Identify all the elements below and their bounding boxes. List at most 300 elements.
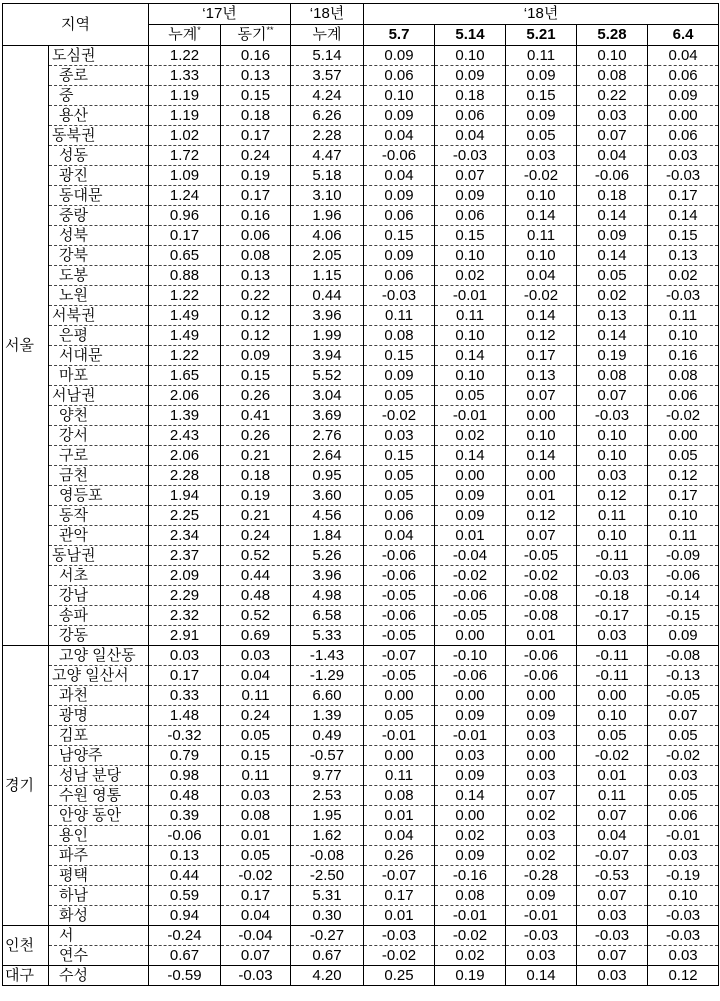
value-cell: 2.25 [149,506,221,526]
value-cell: -0.05 [364,586,435,606]
value-cell: 0.94 [149,906,221,926]
value-cell: 6.26 [291,106,364,126]
region-name: 서대문 [49,346,149,366]
value-cell: 0.03 [149,646,221,666]
value-cell: 0.09 [364,246,435,266]
value-cell: 0.04 [577,826,648,846]
value-cell: 0.09 [506,66,577,86]
value-cell: -1.29 [291,666,364,686]
value-cell: 0.14 [506,966,577,986]
region-name: 동대문 [49,186,149,206]
value-cell: 2.32 [149,606,221,626]
table-row [3,526,719,546]
value-cell: 0.02 [435,946,506,966]
value-cell: 0.15 [221,366,291,386]
value-cell: -0.32 [149,726,221,746]
value-cell: -0.08 [506,606,577,626]
value-cell: 0.07 [577,386,648,406]
value-cell: 0.07 [435,166,506,186]
value-cell: 1.22 [149,46,221,66]
table-row [3,826,719,846]
table-row [3,466,719,486]
value-cell: 0.04 [364,166,435,186]
value-cell: -0.06 [364,546,435,566]
value-cell: 0.13 [221,266,291,286]
value-cell: 0.10 [648,506,719,526]
value-cell: 0.00 [506,746,577,766]
region-name: 동남권 [49,546,149,566]
value-cell: -0.09 [648,546,719,566]
value-cell: 0.07 [506,786,577,806]
value-cell: 0.09 [364,186,435,206]
table-row [3,346,719,366]
table-row [3,206,719,226]
table-row [3,626,719,646]
value-cell: 1.22 [149,286,221,306]
value-cell: 0.09 [435,706,506,726]
table-row [3,286,719,306]
value-cell: 0.13 [506,366,577,386]
value-cell: 0.26 [364,846,435,866]
value-cell: 0.07 [577,126,648,146]
value-cell: 3.96 [291,566,364,586]
value-cell: 0.24 [221,146,291,166]
value-cell: 0.03 [506,146,577,166]
value-cell: 0.04 [364,526,435,546]
value-cell: 0.01 [435,526,506,546]
value-cell: 1.39 [149,406,221,426]
value-cell: 0.21 [221,446,291,466]
value-cell: 0.00 [435,806,506,826]
value-cell: 0.03 [648,146,719,166]
value-cell: 0.14 [577,206,648,226]
value-cell: 0.06 [435,206,506,226]
value-cell: -0.05 [435,606,506,626]
value-cell: 0.22 [577,86,648,106]
value-cell: 0.44 [291,286,364,306]
value-cell: 0.19 [577,346,648,366]
value-cell: 0.10 [577,46,648,66]
value-cell: 9.77 [291,766,364,786]
value-cell: -0.03 [648,926,719,946]
value-cell: -0.02 [364,946,435,966]
value-cell: 0.09 [648,626,719,646]
value-cell: -0.03 [506,926,577,946]
value-cell: -0.03 [577,566,648,586]
value-cell: 0.10 [577,706,648,726]
value-cell: 0.65 [149,246,221,266]
value-cell: -0.59 [149,966,221,986]
value-cell: -0.02 [221,866,291,886]
value-cell: 2.64 [291,446,364,466]
value-cell: 0.15 [221,86,291,106]
value-cell: 0.18 [435,86,506,106]
region-name: 서초 [49,566,149,586]
value-cell: -0.02 [435,926,506,946]
value-cell: 2.28 [149,466,221,486]
value-cell: 0.08 [577,66,648,86]
value-cell: 0.15 [648,226,719,246]
value-cell: -0.06 [435,666,506,686]
value-cell: 0.06 [648,66,719,86]
value-cell: -0.04 [221,926,291,946]
value-cell: 0.12 [221,306,291,326]
value-cell: 0.10 [364,86,435,106]
value-cell: -0.11 [577,546,648,566]
value-cell: -0.06 [149,826,221,846]
value-cell: 0.03 [506,826,577,846]
table-row [3,926,719,946]
value-cell: 0.39 [149,806,221,826]
value-cell: 0.06 [648,126,719,146]
region-name: 서남권 [49,386,149,406]
value-cell: 0.18 [221,466,291,486]
region-name: 강서 [49,426,149,446]
value-cell: 4.20 [291,966,364,986]
value-cell: -0.06 [435,586,506,606]
value-cell: 1.19 [149,86,221,106]
region-name: 금천 [49,466,149,486]
region-name: 구로 [49,446,149,466]
value-cell: 0.00 [648,106,719,126]
region-name: 마포 [49,366,149,386]
value-cell: 0.14 [435,786,506,806]
yoy-2017-header: 동기** [221,25,291,46]
value-cell: 0.52 [221,606,291,626]
value-cell: -0.02 [506,286,577,306]
value-cell: -0.05 [648,686,719,706]
table-row [3,726,719,746]
region-name: 고양 일산서 [49,666,149,686]
region-name: 성남 분당 [49,766,149,786]
value-cell: 0.44 [149,866,221,886]
value-cell: -0.02 [577,746,648,766]
value-cell: 0.05 [577,266,648,286]
value-cell: 0.12 [648,466,719,486]
value-cell: 0.06 [364,506,435,526]
value-cell: 1.39 [291,706,364,726]
value-cell: -0.02 [506,566,577,586]
value-cell: -0.19 [648,866,719,886]
value-cell: 0.09 [506,886,577,906]
value-cell: 0.25 [364,966,435,986]
table-row [3,46,719,66]
value-cell: 0.15 [364,226,435,246]
value-cell: 0.12 [221,326,291,346]
value-cell: -0.16 [435,866,506,886]
value-cell: 0.19 [221,486,291,506]
year-2018-weekly-header: ‘18년 [364,4,719,25]
value-cell: 0.07 [577,946,648,966]
value-cell: 0.17 [149,226,221,246]
value-cell: 0.24 [221,706,291,726]
table-row [3,366,719,386]
value-cell: -0.04 [435,546,506,566]
value-cell: 1.33 [149,66,221,86]
value-cell: 0.22 [221,286,291,306]
value-cell: 0.09 [364,46,435,66]
value-cell: 6.58 [291,606,364,626]
value-cell: 0.01 [364,806,435,826]
value-cell: 0.05 [577,726,648,746]
value-cell: 5.31 [291,886,364,906]
value-cell: 0.14 [577,326,648,346]
value-cell: 0.03 [506,766,577,786]
value-cell: -0.11 [577,646,648,666]
region-name: 동북권 [49,126,149,146]
table-row [3,146,719,166]
year-2017-header: ‘17년 [149,4,291,25]
value-cell: 0.04 [221,906,291,926]
value-cell: 1.96 [291,206,364,226]
value-cell: 0.14 [506,206,577,226]
value-cell: 0.05 [221,846,291,866]
value-cell: 0.02 [506,846,577,866]
value-cell: 0.06 [364,266,435,286]
value-cell: 0.02 [435,826,506,846]
table-row [3,646,719,666]
table-row [3,746,719,766]
region-name: 김포 [49,726,149,746]
value-cell: -0.08 [506,586,577,606]
value-cell: -2.50 [291,866,364,886]
value-cell: 2.37 [149,546,221,566]
value-cell: 0.17 [648,486,719,506]
value-cell: 0.12 [648,966,719,986]
value-cell: 0.03 [506,726,577,746]
value-cell: 0.05 [364,486,435,506]
value-cell: -0.07 [364,646,435,666]
value-cell: -0.08 [648,646,719,666]
value-cell: 0.10 [435,46,506,66]
value-cell: 5.26 [291,546,364,566]
value-cell: 2.05 [291,246,364,266]
table-row [3,446,719,466]
value-cell: 5.52 [291,366,364,386]
value-cell: 0.03 [648,946,719,966]
value-cell: 0.00 [435,686,506,706]
week-header: 5.7 [364,25,435,46]
value-cell: 0.04 [648,46,719,66]
table-row [3,486,719,506]
value-cell: 0.03 [577,466,648,486]
value-cell: 0.06 [648,386,719,406]
region-name: 강동 [49,626,149,646]
week-header: 6.4 [648,25,719,46]
value-cell: 0.02 [435,426,506,446]
value-cell: -0.03 [648,286,719,306]
value-cell: -0.15 [648,606,719,626]
group-label: 서울 [3,46,49,646]
value-cell: 0.00 [506,466,577,486]
value-cell: 0.11 [221,686,291,706]
value-cell: 0.52 [221,546,291,566]
table-row [3,386,719,406]
group-label: 경기 [3,646,49,926]
value-cell: 0.14 [435,446,506,466]
value-cell: 0.03 [577,106,648,126]
table-row [3,226,719,246]
value-cell: 0.67 [149,946,221,966]
value-cell: 0.02 [506,806,577,826]
region-name: 은평 [49,326,149,346]
value-cell: 0.09 [506,106,577,126]
region-name: 영등포 [49,486,149,506]
value-cell: 0.00 [506,406,577,426]
value-cell: 0.03 [364,426,435,446]
region-name: 동작 [49,506,149,526]
value-cell: 4.98 [291,586,364,606]
value-cell: 0.03 [648,846,719,866]
value-cell: 0.03 [435,746,506,766]
value-cell: 0.00 [364,746,435,766]
value-cell: 0.44 [221,566,291,586]
value-cell: 0.17 [364,886,435,906]
value-cell: -0.02 [435,566,506,586]
value-cell: 0.03 [506,946,577,966]
value-cell: 0.11 [648,526,719,546]
value-cell: 4.47 [291,146,364,166]
region-name: 종로 [49,66,149,86]
value-cell: 0.00 [435,626,506,646]
cum-2018-header: 누계 [291,25,364,46]
value-cell: 0.69 [221,626,291,646]
table-row [3,906,719,926]
table-row [3,686,719,706]
value-cell: 0.03 [577,906,648,926]
value-cell: -0.28 [506,866,577,886]
value-cell: 2.91 [149,626,221,646]
value-cell: -0.03 [221,966,291,986]
value-cell: 0.03 [221,646,291,666]
value-cell: 0.07 [506,386,577,406]
value-cell: -0.03 [435,146,506,166]
value-cell: 0.05 [648,446,719,466]
value-cell: 0.03 [648,766,719,786]
region-name: 연수 [49,946,149,966]
value-cell: 1.02 [149,126,221,146]
value-cell: 0.33 [149,686,221,706]
region-name: 파주 [49,846,149,866]
value-cell: 1.48 [149,706,221,726]
value-cell: 0.30 [291,906,364,926]
value-cell: -0.02 [506,166,577,186]
value-cell: 0.14 [435,346,506,366]
value-cell: 0.00 [648,426,719,446]
value-cell: 0.07 [577,806,648,826]
table-row [3,606,719,626]
value-cell: 0.17 [506,346,577,366]
value-cell: 3.60 [291,486,364,506]
region-name: 광명 [49,706,149,726]
group-label: 대구 [3,966,49,986]
region-name: 노원 [49,286,149,306]
region-name: 강북 [49,246,149,266]
value-cell: 2.29 [149,586,221,606]
value-cell: 0.07 [506,526,577,546]
value-cell: 0.17 [221,126,291,146]
value-cell: 0.04 [435,126,506,146]
value-cell: 0.04 [364,826,435,846]
value-cell: 0.13 [149,846,221,866]
value-cell: 0.19 [435,966,506,986]
week-header: 5.28 [577,25,648,46]
value-cell: 6.60 [291,686,364,706]
value-cell: -0.01 [435,286,506,306]
value-cell: 1.24 [149,186,221,206]
value-cell: -0.05 [364,666,435,686]
value-cell: 0.26 [221,426,291,446]
value-cell: 0.09 [435,66,506,86]
value-cell: 0.14 [506,446,577,466]
value-cell: 0.16 [221,206,291,226]
region-name: 평택 [49,866,149,886]
value-cell: -1.43 [291,646,364,666]
region-name: 하남 [49,886,149,906]
value-cell: -0.01 [435,906,506,926]
value-cell: 0.08 [221,246,291,266]
value-cell: 0.79 [149,746,221,766]
value-cell: 0.11 [435,306,506,326]
value-cell: -0.57 [291,746,364,766]
table-row [3,586,719,606]
value-cell: 2.53 [291,786,364,806]
value-cell: -0.07 [577,846,648,866]
value-cell: 0.15 [364,446,435,466]
value-cell: -0.01 [435,726,506,746]
region-name: 안양 동안 [49,806,149,826]
value-cell: 0.15 [435,226,506,246]
value-cell: 0.09 [435,486,506,506]
value-cell: 0.07 [577,886,648,906]
table-row [3,806,719,826]
value-cell: 0.11 [221,766,291,786]
value-cell: 0.12 [506,506,577,526]
value-cell: 0.13 [577,306,648,326]
region-name: 성북 [49,226,149,246]
table-row [3,126,719,146]
value-cell: 0.06 [364,206,435,226]
value-cell: -0.01 [506,906,577,926]
value-cell: 0.14 [506,306,577,326]
value-cell: 0.08 [221,806,291,826]
value-cell: -0.06 [364,566,435,586]
value-cell: 0.02 [435,266,506,286]
week-header: 5.14 [435,25,506,46]
value-cell: 4.24 [291,86,364,106]
table-row [3,866,719,886]
region-name: 수원 영통 [49,786,149,806]
value-cell: 0.09 [435,506,506,526]
value-cell: 0.17 [221,886,291,906]
value-cell: 0.10 [577,426,648,446]
value-cell: 0.10 [577,446,648,466]
value-cell: 0.08 [435,886,506,906]
value-cell: 0.19 [221,166,291,186]
region-name: 관악 [49,526,149,546]
value-cell: 0.10 [435,366,506,386]
value-cell: 0.98 [149,766,221,786]
value-cell: 0.08 [577,366,648,386]
value-cell: 2.28 [291,126,364,146]
region-name: 화성 [49,906,149,926]
value-cell: 0.15 [221,746,291,766]
value-cell: -0.14 [648,586,719,606]
value-cell: 3.10 [291,186,364,206]
value-cell: 0.10 [648,886,719,906]
value-cell: 0.67 [291,946,364,966]
table-row [3,186,719,206]
